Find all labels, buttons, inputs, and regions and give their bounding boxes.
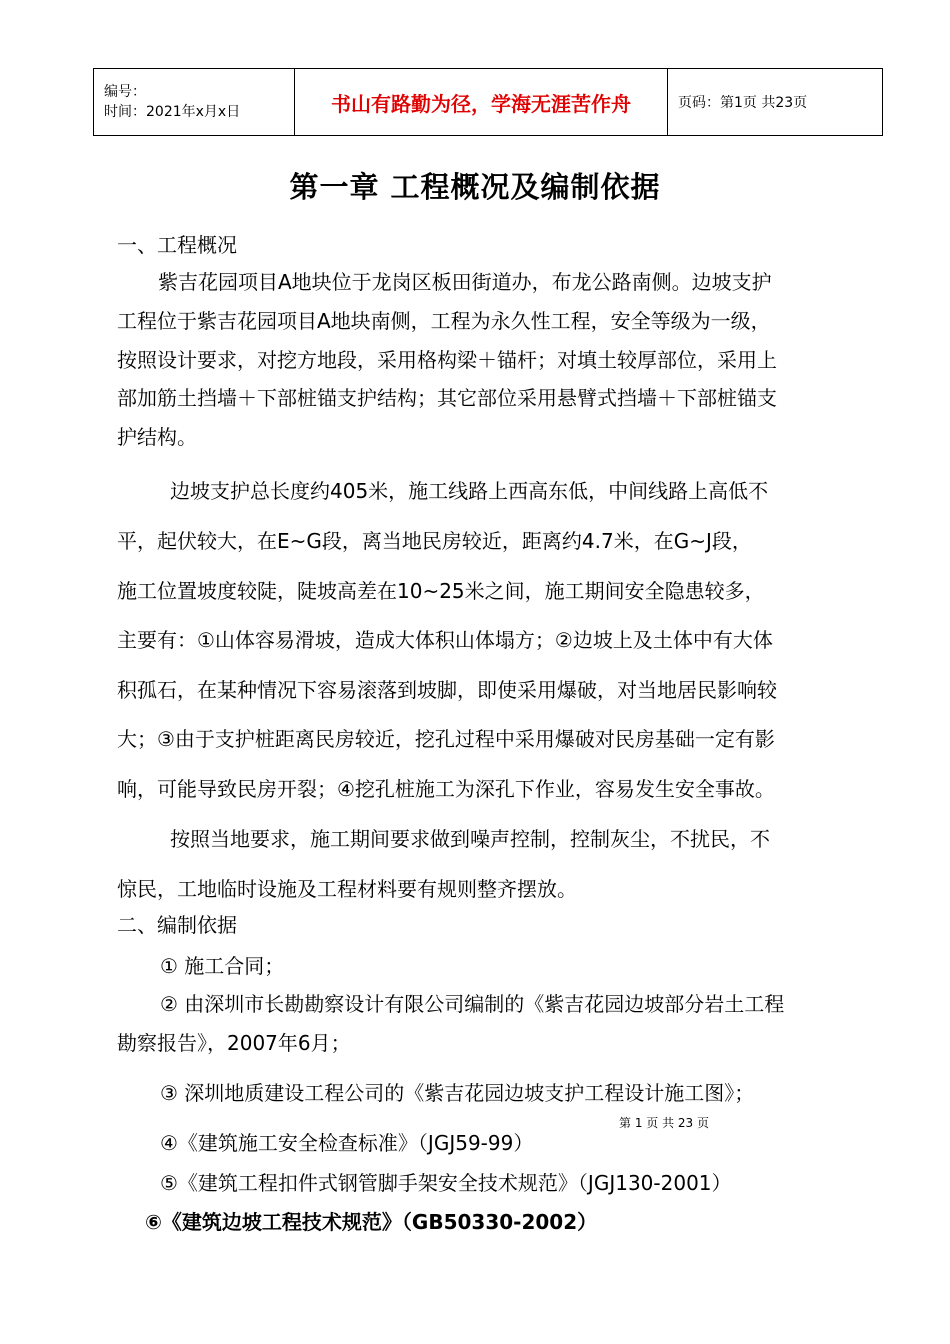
- section2-heading: 二、编制依据: [117, 913, 237, 937]
- header-info-cell: [94, 69, 295, 136]
- document-time-label: 时间：2021年x月x日: [104, 104, 241, 120]
- para1-line: 部加筋土挡墙＋下部桩锚支护结构；其它部位采用悬臂式挡墙＋下部桩锚支: [117, 386, 777, 410]
- para2-line: 平，起伏较大，在E~G段，离当地民房较近，距离约4.7米，在G~J段，: [117, 529, 752, 553]
- para1-line: 工程位于紫吉花园项目A地块南侧，工程为永久性工程，安全等级为一级，: [117, 309, 771, 333]
- para3-line: 按照当地要求，施工期间要求做到噪声控制，控制灰尘，不扰民，不: [170, 827, 770, 851]
- para3-line: 惊民，工地临时设施及工程材料要有规则整齐摆放。: [117, 877, 577, 901]
- page-footer-number: 第 1 页 共 23 页: [619, 1116, 709, 1130]
- chapter-title: 第一章 工程概况及编制依据: [289, 170, 661, 204]
- header-table: [93, 68, 883, 136]
- basis-item: ② 由深圳市长勘勘察设计有限公司编制的《紫吉花园边坡部分岩土工程: [160, 992, 785, 1016]
- para1-line: 紫吉花园项目A地块位于龙岗区板田街道办，布龙公路南侧。边坡支护: [158, 270, 772, 294]
- basis-item: ⑥《建筑边坡工程技术规范》（GB50330-2002）: [145, 1210, 598, 1234]
- para1-line: 护结构。: [117, 425, 197, 449]
- basis-item: 勘察报告》，2007年6月；: [117, 1031, 351, 1055]
- header-motto: 书山有路勤为径，学海无涯苦作舟: [295, 69, 668, 136]
- para1-line: 按照设计要求，对挖方地段，采用格构梁＋锚杆；对填土较厚部位，采用上: [117, 348, 777, 372]
- para2-line: 施工位置坡度较陡，陡坡高差在10~25米之间，施工期间安全隐患较多，: [117, 579, 765, 603]
- header-page-label: 页码：第1页 共23页: [668, 69, 883, 136]
- para2-line: 大；③由于支护桩距离民房较近，挖孔过程中采用爆破对民房基础一定有影: [117, 727, 775, 751]
- para2-line: 边坡支护总长度约405米，施工线路上西高东低，中间线路上高低不: [170, 479, 769, 503]
- basis-item: ④《建筑施工安全检查标准》（JGJ59-99）: [160, 1131, 534, 1155]
- document-number-label: 编号：: [104, 84, 146, 100]
- para2-line: 响，可能导致民房开裂；④挖孔桩施工为深孔下作业，容易发生安全事故。: [117, 777, 775, 801]
- section1-heading: 一、工程概况: [117, 233, 237, 257]
- para2-line: 主要有：①山体容易滑坡，造成大体积山体塌方；②边坡上及土体中有大体: [117, 628, 773, 652]
- basis-item: ① 施工合同；: [160, 954, 285, 978]
- para2-line: 积孤石，在某种情况下容易滚落到坡脚，即使采用爆破，对当地居民影响较: [117, 678, 777, 702]
- basis-item: ⑤《建筑工程扣件式钢管脚手架安全技术规范》（JGJ130-2001）: [160, 1171, 732, 1195]
- basis-item: ③ 深圳地质建设工程公司的《紫吉花园边坡支护工程设计施工图》；: [160, 1081, 755, 1105]
